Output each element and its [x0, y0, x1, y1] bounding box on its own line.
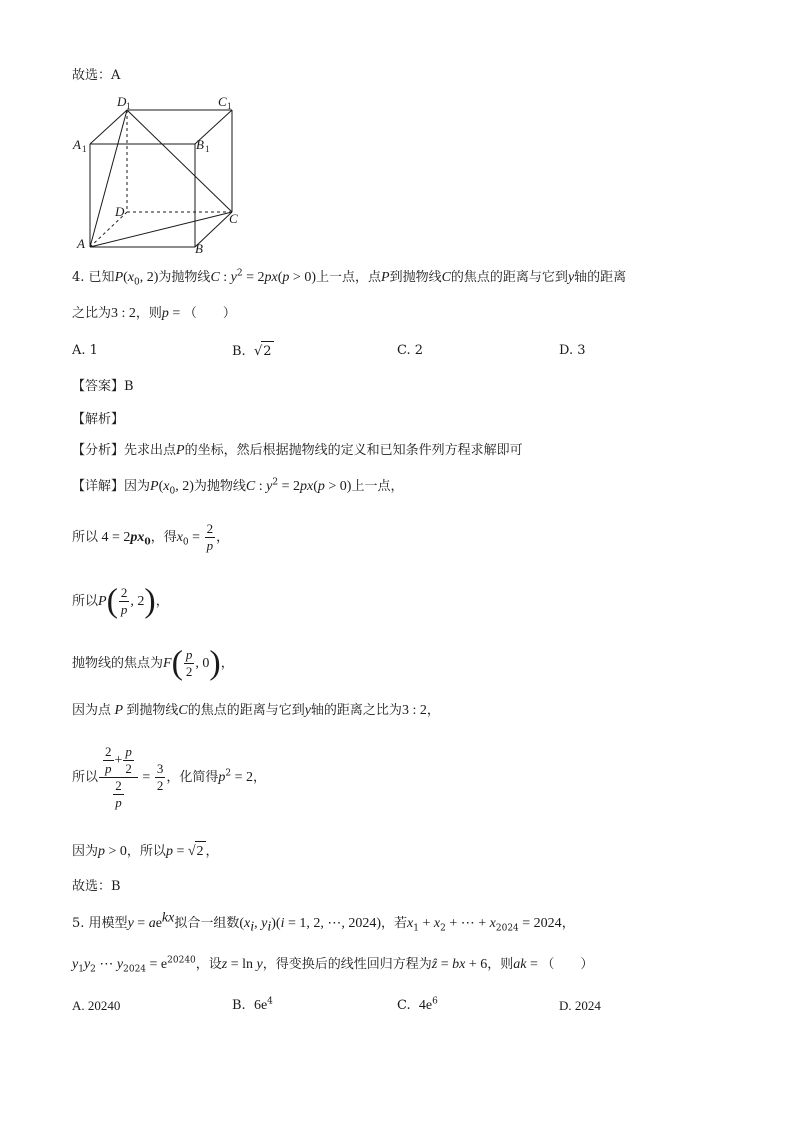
- label-c: C: [229, 211, 238, 226]
- cube-figure: [70, 92, 250, 257]
- step-1: 所以 $4 = 2px_0$，得$x_0$ = $\frac{2}{p}$ ，: [72, 521, 230, 553]
- svg-text:1: 1: [82, 144, 87, 154]
- q4-option-b: B. √2: [232, 341, 274, 362]
- label-d1: D: [117, 94, 127, 109]
- label-b1: B: [196, 137, 204, 152]
- q5-line2: $y_1y_2$ ⋯ $y_{2024} = e^{20240}$，设z = ln y，得变换后的线性回归方程为ẑ = bx + 6，则ak = （ ）: [72, 955, 594, 975]
- svg-text:1: 1: [126, 101, 131, 111]
- q4-option-d: D. 3: [559, 343, 586, 358]
- step-2: 所以P( $\frac{2}{p}$ , 2)，: [72, 582, 169, 620]
- detail-intro: 【详解】因为$P(x_0$, 2)为抛物线C : $y^2 = 2px(p > 0)$上一点，: [72, 477, 404, 497]
- q5-option-b: B. $6e^4$: [232, 996, 273, 1013]
- step-4: 因为点 P 到抛物线C的焦点的距离与它到y轴的距离之比为3 : 2，: [72, 703, 440, 718]
- q5-option-c: C. $4e^6$: [397, 996, 438, 1013]
- analysis-heading: 【解析】: [72, 412, 125, 427]
- label-c1: C: [218, 94, 227, 109]
- svg-text:1: 1: [227, 101, 232, 111]
- final-answer: 故选：B: [72, 879, 121, 894]
- svg-text:1: 1: [205, 144, 210, 154]
- q5-line1: 5. 用模型$y = ae^{kx}$拟合一组数($x_i$, $y_i)(i = 1$, 2, ⋯, 2024)，若$x_1 + x_2$ + ⋯ + $x_{2024} = 2024$，: [72, 910, 575, 935]
- step-5: 所以 $\frac{2}{p}$ + $\frac{p}{2}$ $\frac{2}{p}$ = $\frac{3}{2}$ ，化简得$p^2 = 2$，: [72, 744, 266, 810]
- label-a1: A: [73, 137, 81, 152]
- answer-label: 【答案】B: [72, 379, 134, 394]
- q5-option-a: A. 20240: [72, 998, 121, 1013]
- q4-line2: 之比为3 : 2，则p = （ ）: [72, 306, 236, 321]
- q4-line1: 4. 已知$P(x_0$, 2)为抛物线C : $y^2 = 2px(p > 0)$上一点，点P到抛物线C的焦点的距离与它到y轴的距离: [72, 268, 627, 288]
- q4-option-a: A. 1: [72, 343, 98, 358]
- analysis-summary: 【分析】先求出点P的坐标，然后根据抛物线的定义和已知条件列方程求解即可: [72, 443, 523, 458]
- q4-option-c: C. 2: [397, 343, 424, 358]
- step-3: 抛物线的焦点为F( $\frac{p}{2}$ , 0)，: [72, 644, 234, 682]
- label-d: D: [115, 204, 125, 219]
- label-a: A: [77, 236, 85, 251]
- previous-answer: 故选：A: [72, 68, 121, 83]
- label-b: B: [195, 241, 203, 256]
- q5-option-d: D. 2024: [559, 998, 601, 1013]
- q4-options: [72, 341, 722, 363]
- step-6: 因为p > 0，所以p = √2 ，: [72, 841, 219, 862]
- q5-options: [72, 996, 722, 1018]
